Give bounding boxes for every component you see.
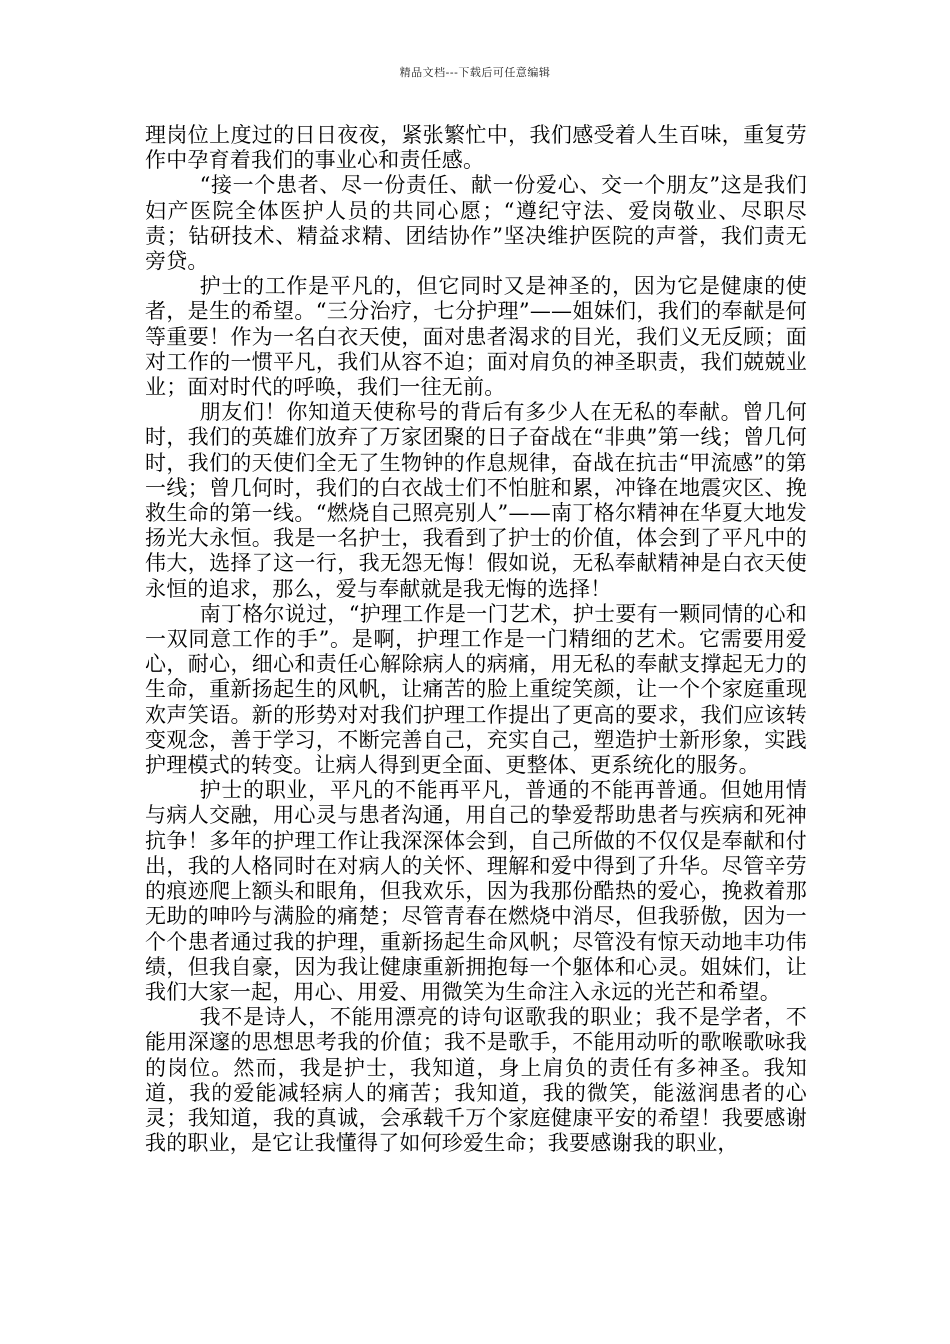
paragraph-nightingale: 南丁格尔说过，“护理工作是一门艺术，护士要有一颗同情的心和一双同意工作的手”。是啊，护理工作是一门精细的艺术。它需要用爱心，耐心，细心和责任心解除病人的病痛，用无私的奉献支撑起无力的生命，重新扬起生的风帆，让痛苦的脸上重绽笑颜，让一个个家庭重现欢声笑语。新的形势对对我们护理工作提出了更高的要求，我们应该转变观念，善于学习，不断完善自己，充实自己，塑造护士新形象，实践护理模式的转变。让病人得到更全面、更整体、更系统化的服务。 bbox=[145, 601, 807, 778]
paragraph-friends: 朋友们！你知道天使称号的背后有多少人在无私的奉献。曾几何时，我们的英雄们放弃了万家团聚的日子奋战在“非典”第一线；曾几何时，我们的天使们全无了生物钟的作息规律，奋战在抗击“甲流感”的第一线；曾几何时，我们的白衣战士们不怕脏和累，冲锋在地震灾区、挽救生命的第一线。“燃烧自己照亮别人”——南丁格尔精神在华夏大地发扬光大永恒。我是一名护士，我看到了护士的价值，体会到了平凡中的伟大，选择了这一行，我无怨无悔！假如说，无私奉献精神是白衣天使永恒的追求，那么，爱与奉献就是我无悔的选择！ bbox=[145, 400, 807, 601]
paragraph-gratitude: 我不是诗人，不能用漂亮的诗句讴歌我的职业；我不是学者，不能用深邃的思想思考我的价值；我不是歌手，不能用动听的歌喉歌咏我的岗位。然而，我是护士，我知道，身上肩负的责任有多神圣。我知道，我的爱能减轻病人的痛苦；我知道，我的微笑，能滋润患者的心灵；我知道，我的真诚，会承载千万个家庭健康平安的希望！我要感谢我的职业，是它让我懂得了如何珍爱生命；我要感谢我的职业， bbox=[145, 1005, 807, 1156]
paragraph-motto: “接一个患者、尽一份责任、献一份爱心、交一个朋友”这是我们妇产医院全体医护人员的共同心愿；“遵纪守法、爱岗敬业、尽职尽责；钻研技术、精益求精、团结协作”坚决维护医院的声誉，我们责无旁贷。 bbox=[145, 173, 807, 274]
paragraph-nurse-work: 护士的工作是平凡的，但它同时又是神圣的，因为它是健康的使者，是生的希望。“三分治疗，七分护理”——姐妹们，我们的奉献是何等重要！作为一名白衣天使，面对患者渴求的目光，我们义无反顾；面对工作的一惯平凡，我们从容不迫；面对肩负的神圣职责，我们兢兢业业；面对时代的呼唤，我们一往无前。 bbox=[145, 274, 807, 400]
paragraph-profession: 护士的职业，平凡的不能再平凡，普通的不能再普通。但她用情与病人交融，用心灵与患者沟通，用自己的挚爱帮助患者与疾病和死神抗争！多年的护理工作让我深深体会到，自己所做的不仅仅是奉献和付出，我的人格同时在对病人的关怀、理解和爱中得到了升华。尽管辛劳的痕迹爬上额头和眼角，但我欢乐，因为我那份酷热的爱心，挽救着那无助的呻吟与满脸的痛楚；尽管青春在燃烧中消尽，但我骄傲，因为一个个患者通过我的护理，重新扬起生命风帆；尽管没有惊天动地丰功伟绩，但我自豪，因为我让健康重新拥抱每一个躯体和心灵。姐妹们，让我们大家一起，用心、用爱、用微笑为生命注入永远的光芒和希望。 bbox=[145, 778, 807, 1004]
page-header: 精品文档---下载后可任意编辑 bbox=[399, 66, 551, 79]
document-body bbox=[145, 123, 807, 1156]
paragraph-continuation: 理岗位上度过的日日夜夜，紧张繁忙中，我们感受着人生百味，重复劳作中孕育着我们的事业心和责任感。 bbox=[145, 123, 807, 173]
